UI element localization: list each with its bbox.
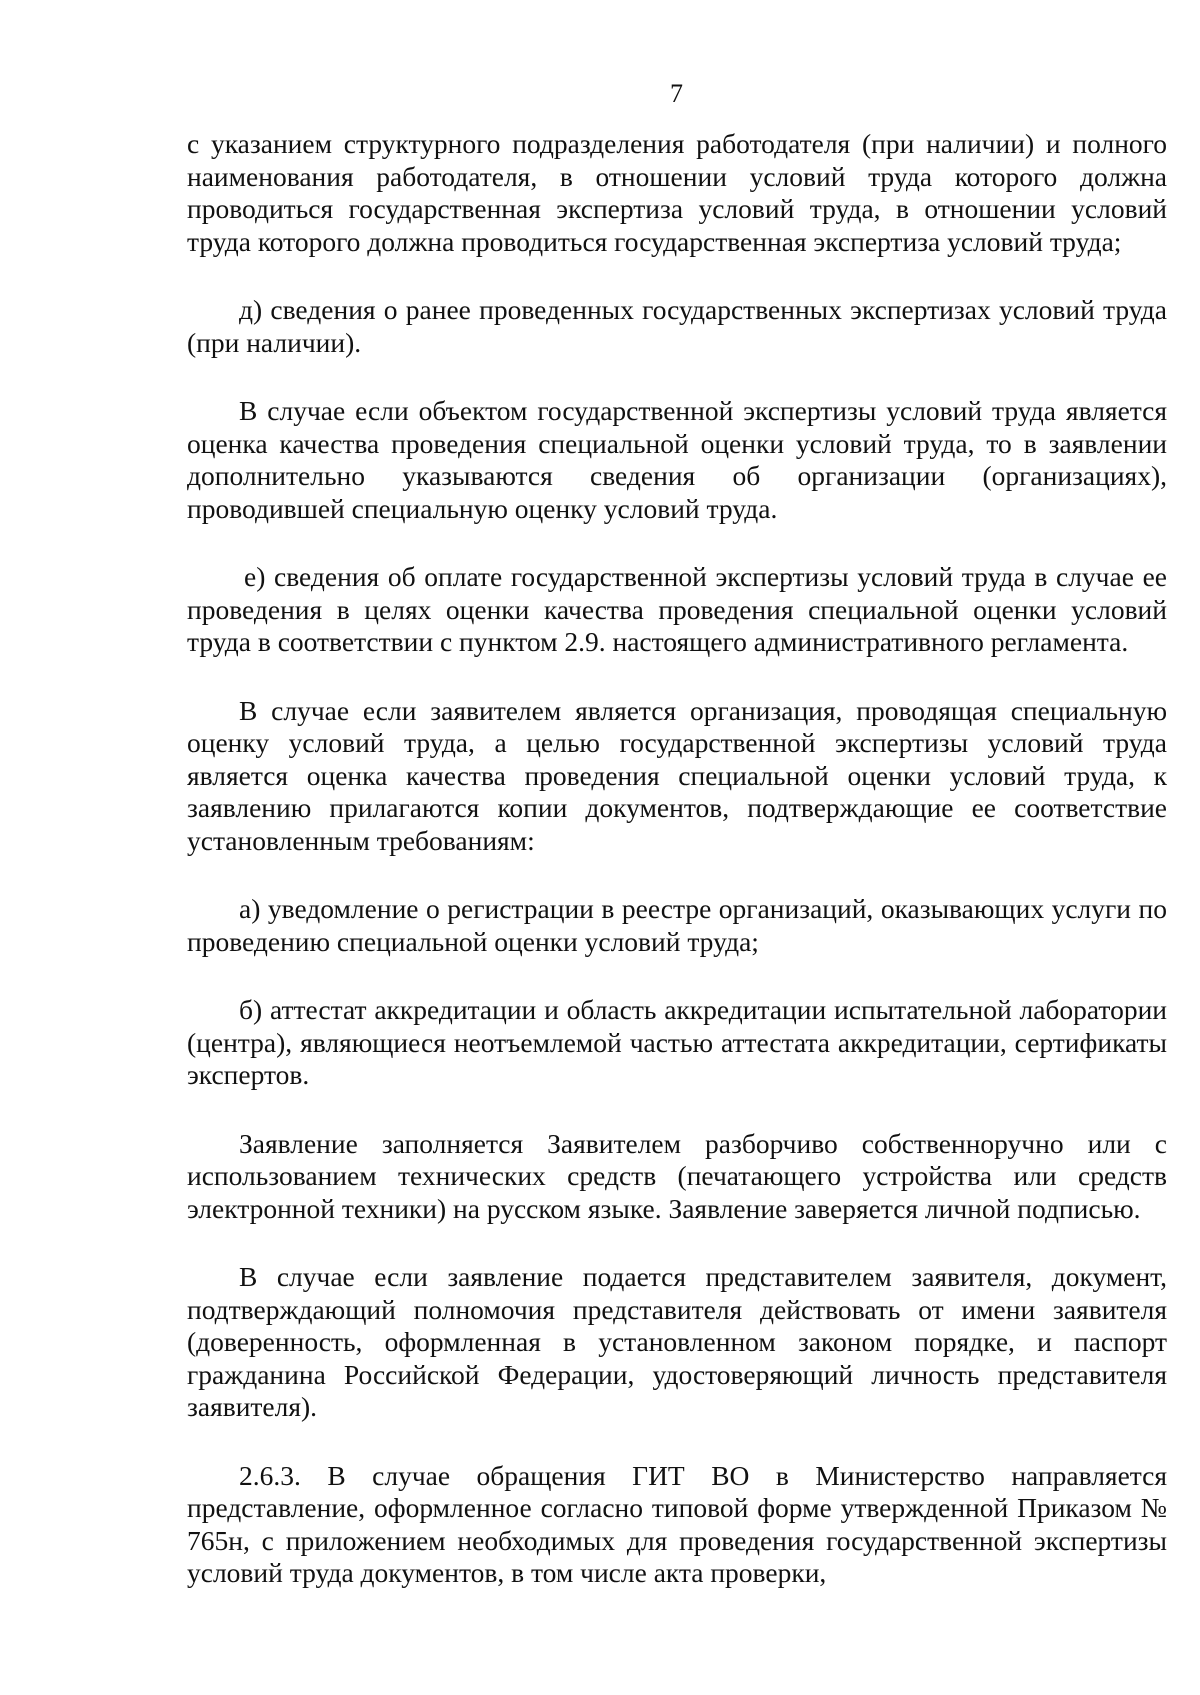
paragraph-2-6-3: 2.6.3. В случае обращения ГИТ ВО в Министерство направляется представление, оформленное согласно типовой форме утвержденной Приказом № 765н, с приложением необходимых для проведения государственной экспертизы условий труда документов, в том числе акта проверки, — [187, 1459, 1167, 1588]
paragraph-item-b: б) аттестат аккредитации и область аккредитации испытательной лаборатории (центра), являющиеся неотъемлемой частью аттестата аккредитации, сертификаты экспертов. — [187, 994, 1167, 1090]
paragraph-continuation: с указанием структурного подразделения работодателя (при наличии) и полного наименования работодателя, в отношении условий труда которого должна проводиться государственная экспертиза условий труда, в отношении условий труда которого должна проводиться государственная экспертиза условий труда; — [187, 128, 1167, 257]
document-body — [187, 128, 1167, 1590]
page-number: 7 — [670, 79, 683, 108]
paragraph-representative: В случае если заявление подается представителем заявителя, документ, подтверждающий полномочия представителя действовать от имени заявителя (доверенность, оформленная в установленном законом порядке, и паспорт гражданина Российской Федерации, удостоверяющий личность представителя заявителя). — [187, 1261, 1167, 1422]
paragraph-application-filled: Заявление заполняется Заявителем разборчиво собственноручно или с использованием технических средств (печатающего устройства или средств электронной техники) на русском языке. Заявление заверяется личной подписью. — [187, 1127, 1167, 1224]
paragraph-special-assessment: В случае если объектом государственной экспертизы условий труда является оценка качества проведения специальной оценки условий труда, то в заявлении дополнительно указываются сведения об организации (организациях), проводившей специальную оценку условий труда. — [187, 395, 1167, 524]
paragraph-applicant-organization: В случае если заявителем является организация, проводящая специальную оценку условий труда, а целью государственной экспертизы условий труда является оценка качества проведения специальной оценки условий труда, к заявлению прилагаются копии документов, подтверждающие ее соответствие установленным требованиям: — [187, 694, 1167, 856]
paragraph-item-a: а) уведомление о регистрации в реестре организаций, оказывающих услуги по проведению специальной оценки условий труда; — [187, 893, 1167, 957]
paragraph-item-d: д) сведения о ранее проведенных государственных экспертизах условий труда (при наличии). — [187, 294, 1167, 358]
paragraph-item-e: е) сведения об оплате государственной экспертизы условий труда в случае ее проведения в целях оценки качества проведения специальной оценки условий труда в соответствии с пунктом 2.9. настоящего административного регламента. — [187, 561, 1167, 657]
